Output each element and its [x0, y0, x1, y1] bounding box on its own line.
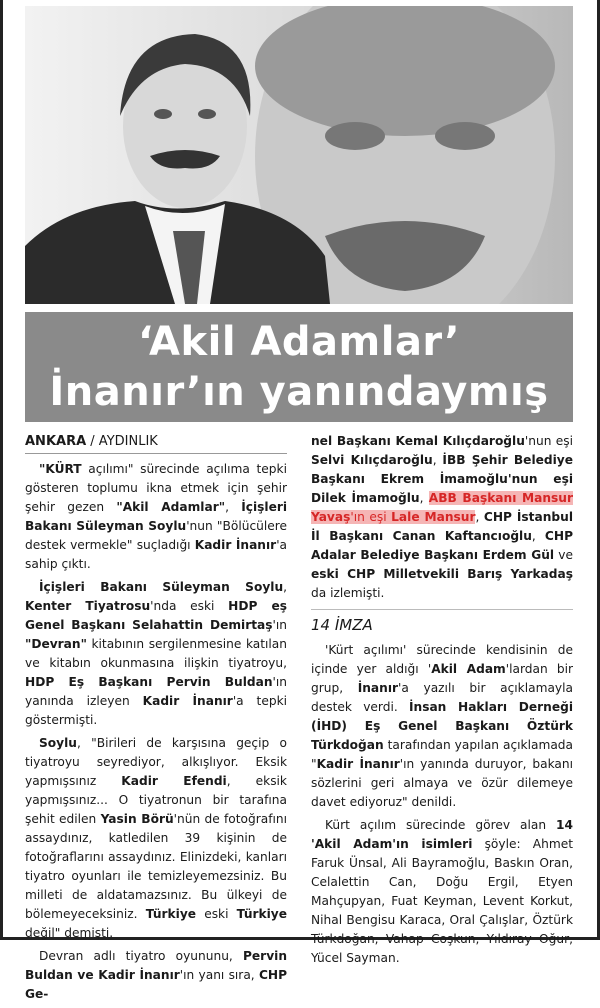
paragraph: İçişleri Bakanı Süleyman Soylu, Kenter Tiyatrosu'nda eski HDP eş Genel Başkanı Selahattin Demirtaş'ın "Devran" kitabının sergilenmesine katılan ve kitabın okunmasına ilişkin tiyatroyu, HDP Eş Başkanı Pervin Buldan'ın yanında izleyen Kadir İnanır'a tepki göstermişti.: [25, 580, 288, 727]
article-photo: [25, 6, 573, 304]
highlighted-name: ABB Başkanı Mansur Yavaş: [311, 491, 573, 524]
dateline-source: / AYDINLIK: [90, 434, 158, 449]
paragraph: "KÜRT açılımı" sürecinde açılıma tepki gösteren toplumu ikna etmek için şehir şehir gezen "Akil Adamlar", İçişleri Bakanı Süleyman Soylu'nun "Bölücülere destek vermekle" suçladığı Kadir İnanır'a sahip çıktı.: [25, 462, 288, 571]
headline-line-1: ‘Akil Adamlar’: [137, 319, 461, 365]
article-column-right: [311, 432, 573, 972]
headline-banner: [25, 312, 573, 422]
headline-line-2: İnanır’ın yanındaymış: [49, 369, 549, 415]
paragraph: 'Kürt açılımı' sürecinde kendisinin de içinde yer aldığı 'Akil Adam'lardan bir grup, İnanır'a yazılı bir açıklamayla destek verdi. İnsan Hakları Derneği (İHD) Eş Genel Başkanı Öztürk Türkdoğan tarafından yapılan açıklamada "Kadir İnanır'ın yanında duruyor, bakanı sözlerini geri almaya ve özür dilemeye davet ediyoruz" denildi.: [311, 643, 574, 809]
dateline-city: ANKARA: [25, 434, 87, 449]
section-subhead: 14 İMZA: [311, 609, 573, 635]
dateline: [25, 432, 287, 454]
paragraph: Soylu, "Birileri de karşısına geçip o tiyatroyu seyrediyor, alkışlıyor. Eksik yapmışsınız Kadir Efendi, eksik yapmışsınız... O tiyatronun bir tarafına şehit edilen Yasin Börü'nün de fotoğrafını assaydınız, katledilen 39 kişinin de fotoğraflarını assaydınız. Elinizdeki, kanları tiyatro oyunları ile temizleyemezsiniz. Bu milleti de aldatamazsınız. Bu ülkeyi de bölemeyeceksiniz. Türkiye eski Türkiye değil" demişti.: [25, 736, 288, 940]
page-border-left: [0, 0, 3, 940]
paragraph: Devran adlı tiyatro oyununu, Pervin Buldan ve Kadir İnanır'ın yanı sıra, CHP Ge-: [25, 949, 288, 1001]
paragraph: nel Başkanı Kemal Kılıçdaroğlu'nun eşi Selvi Kılıçdaroğlu, İBB Şehir Belediye Başkanı Ekrem İmamoğlu'nun eşi Dilek İmamoğlu, ABB Başkanı Mansur Yavaş'ın eşi Lale Mansur, CHP İstanbul İl Başkanı Canan Kaftancıoğlu, CHP Adalar Belediye Başkanı Erdem Gül ve eski CHP Milletvekili Barış Yarkadaş da izlemişti.: [311, 434, 574, 600]
paragraph: Kürt açılım sürecinde görev alan 14 'Akil Adam'ın isimleri şöyle: Ahmet Faruk Ünsal, Ali Bayramoğlu, Baskın Oran, Celalettin Can, Doğu Ergil, Etyen Mahçupyan, Fuat Keyman, Levent Korkut, Nihal Bengisu Karaca, Oral Çalışlar, Öztürk Türkdoğan, Vahap Coşkun, Yıldıray Oğur, Yücel Sayman.: [311, 818, 573, 965]
article-column-left: [25, 432, 287, 1008]
